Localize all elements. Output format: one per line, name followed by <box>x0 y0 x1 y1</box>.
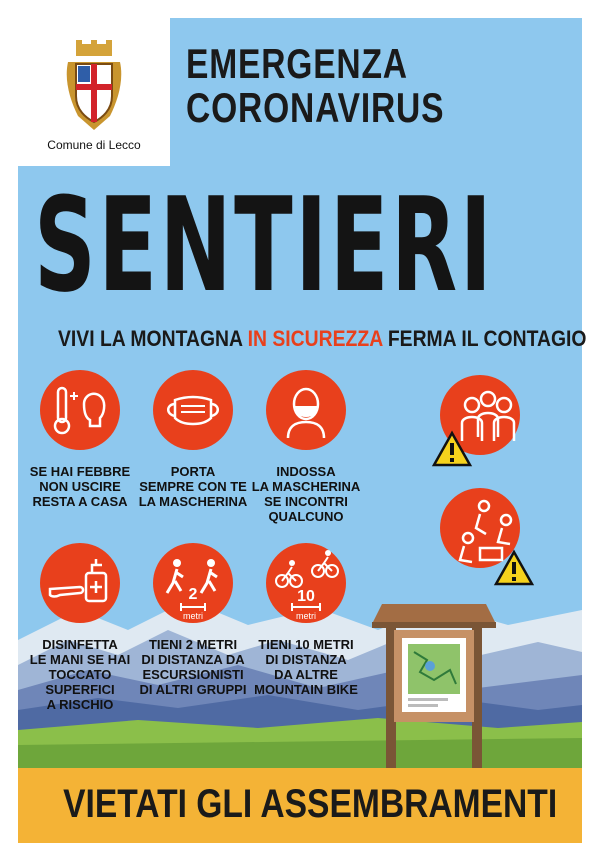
rule-line: SE INCONTRI <box>264 494 348 509</box>
rule-text <box>20 464 140 509</box>
rule-line: QUALCUNO <box>268 509 344 524</box>
tagline-part1: VIVI LA MONTAGNA <box>58 326 248 351</box>
rule-line: LE MANI SE HAI <box>29 652 131 667</box>
rule-line: SEMPRE CON TE <box>139 479 247 494</box>
picnic-warning-icon <box>440 488 550 598</box>
rule-line: DI ALTRI GRUPPI <box>139 682 247 697</box>
rule-line: DA ALTRE <box>274 667 338 682</box>
rule-text <box>246 637 366 697</box>
rule-text <box>20 637 140 712</box>
tagline-part2: FERMA IL CONTAGIO <box>382 326 587 351</box>
sanitizer-hands-icon <box>40 543 120 623</box>
rule-line: DI DISTANZA <box>265 652 347 667</box>
rule-line: A RISCHIO <box>46 697 114 712</box>
rule-text <box>246 464 366 524</box>
bikers-distance-icon <box>266 543 346 623</box>
rule-line: DI DISTANZA DA <box>141 652 245 667</box>
rule-line: ESCURSIONISTI <box>142 667 244 682</box>
trail-notice-board <box>372 600 496 770</box>
rule-line: SE HAI FEBBRE <box>29 464 131 479</box>
comune-logo <box>18 18 170 166</box>
crowd-warning-icon <box>428 375 538 485</box>
rule-line: INDOSSA <box>276 464 336 479</box>
distance-unit: metri <box>183 611 203 621</box>
headline-line1: EMERGENZA <box>186 40 408 87</box>
rule-text <box>133 464 253 509</box>
face-mask-icon <box>153 370 233 450</box>
rule-line: LA MASCHERINA <box>138 494 248 509</box>
rule-line: RESTA A CASA <box>32 494 128 509</box>
fever-thermometer-icon <box>40 370 120 450</box>
headline <box>186 42 444 130</box>
rule-line: NON USCIRE <box>39 479 121 494</box>
rule-line: TIENI 2 METRI <box>148 637 238 652</box>
rule-line: PORTA <box>170 464 216 479</box>
tagline-highlight: IN SICUREZZA <box>247 326 383 351</box>
hikers-distance-icon <box>153 543 233 623</box>
distance-number: 2 <box>188 586 198 603</box>
rule-line: DISINFETTA <box>42 637 118 652</box>
banner-text: VIETATI GLI ASSEMBRAMENTI <box>63 782 558 826</box>
logo-caption: Comune di Lecco <box>47 138 141 152</box>
masked-person-icon <box>266 370 346 450</box>
rule-line: LA MASCHERINA <box>251 479 361 494</box>
rule-line: TIENI 10 METRI <box>258 637 354 652</box>
bottom-banner <box>18 768 582 843</box>
rule-text <box>133 637 253 697</box>
coat-of-arms-icon <box>64 40 124 132</box>
headline-line2: CORONAVIRUS <box>186 84 445 131</box>
rule-line: TOCCATO SUPERFICI <box>45 667 115 697</box>
distance-unit: metri <box>296 611 316 621</box>
distance-number: 10 <box>297 588 315 605</box>
tagline <box>58 326 586 352</box>
rule-line: MOUNTAIN BIKE <box>254 682 358 697</box>
poster-title: SENTIERI <box>34 169 495 321</box>
